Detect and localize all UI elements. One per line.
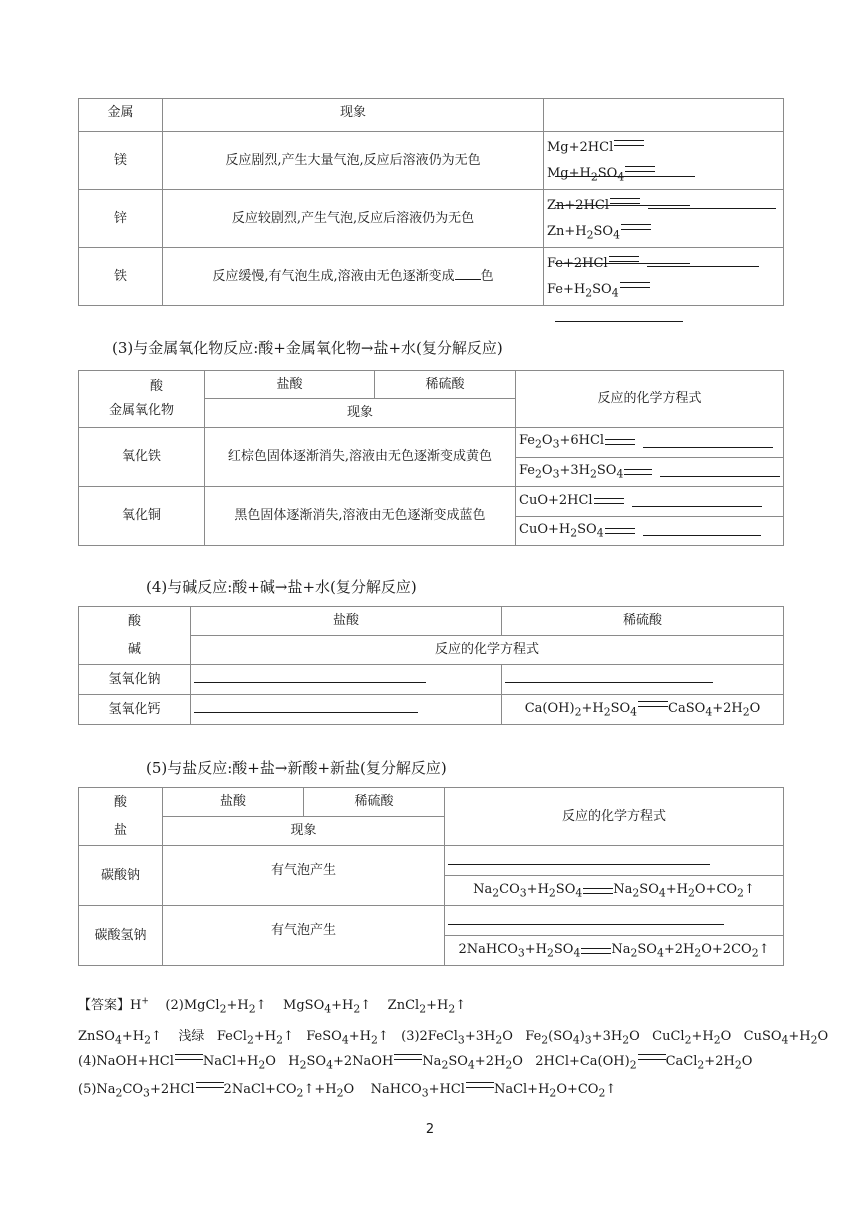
acid-label: 酸 [127,613,141,629]
metal-name: 铁 [79,248,163,306]
table-row [79,487,784,546]
table-row [79,695,784,725]
equals-arrow [620,282,650,288]
answer-line-3: (4)NaOH+HCl $NaCl+H_2O$ $H_2SO_4+2NaOH$ $Na_2SO_4+2H_2O$ $2HCl+Ca(OH)_2$ $CaCl_2+2H_2O$ [78,1054,753,1072]
answer-blank [448,863,710,865]
equation-text: Fe+2HCl [547,255,608,271]
answer-blank [194,681,426,683]
equation-text: Zn+2HCl [547,197,610,213]
phenomenon-cell: 黑色固体逐渐消失,溶液由无色逐渐变成蓝色 [205,487,516,546]
table-row [79,906,784,966]
phenomenon-cell: 反应较剧烈,产生气泡,反应后溶液仍为无色 [163,190,544,248]
acid-label: 酸 [113,794,127,810]
section-heading-4: (4)与碱反应:酸+碱→盐+水(复分解反应) [146,578,417,596]
answer-blank [448,923,724,925]
metal-reaction-table [78,98,784,306]
table-row [79,132,784,190]
answer-blank [194,711,418,713]
base-reaction-table [78,606,784,725]
salt-reaction-table [78,787,784,966]
salt-label: 盐 [113,822,127,838]
equals-arrow [614,140,644,146]
header-h2so4: 稀硫酸 [375,371,516,399]
phenomenon-cell: 有气泡产生 [163,846,445,906]
equation-cell: Zn+2HCl $Zn+H_2SO_4$ [544,190,784,248]
answer-blank [648,198,776,209]
phenomenon-cell: 反应剧烈,产生大量气泡,反应后溶液仍为无色 [163,132,544,190]
acid-label: 酸 [149,379,163,395]
header-metal: 金属 [79,99,163,132]
header-phenomenon: 现象 [163,99,544,132]
base-label: 碱 [127,641,141,657]
diagonal-header [79,788,163,846]
phenomenon-cell: 红棕色固体逐渐消失,溶液由无色逐渐变成黄色 [205,428,516,487]
metal-name: 镁 [79,132,163,190]
equation-cell: $2NaHCO_3+H_2SO_4$ $Na_2SO_4+2H_2O+2CO_2↑$ [445,906,784,966]
equation-cell: $Fe_2O_3+6HCl$ $Fe_2O_3+3H_2SO_4$ [516,428,784,487]
header-equation: 反应的化学方程式 [445,788,784,846]
metal-oxide-reaction-table [78,370,784,546]
base-name: 氢氧化钠 [79,665,191,695]
oxide-label: 金属氧化物 [108,403,174,418]
equals-arrow [625,166,655,172]
equation-cell [191,695,502,725]
header-phenomenon: 现象 [205,399,516,428]
header-phenomenon: 现象 [163,817,445,846]
header-h2so4: 稀硫酸 [304,788,445,817]
equals-arrow [621,224,651,230]
equation-cell: $Ca(OH)_2+H_2SO_4$ $CaSO_4+2H_2O$ [502,695,784,725]
header-equation: 反应的化学方程式 [191,636,784,665]
equals-arrow [609,256,639,262]
answer-blank [505,681,713,683]
table-row [79,190,784,248]
equals-arrow [624,469,652,475]
header-h2so4: 稀硫酸 [502,607,784,636]
oxide-name: 氧化铁 [79,428,205,487]
equals-arrow [605,439,635,445]
base-name: 氢氧化钙 [79,695,191,725]
equals-arrow [583,888,613,894]
answer-line-1: 【答案】H+ $(2)MgCl_2+H_2↑$ $MgSO_4+H_2↑$ $ZnCl_2+H_2↑$ [78,996,467,1016]
answer-blank [632,496,762,507]
diagonal-header [79,371,205,428]
equation-cell [191,665,502,695]
section-heading-5: (5)与盐反应:酸+盐→新酸+新盐(复分解反应) [146,759,447,777]
phenomenon-cell: 有气泡产生 [163,906,445,966]
table-row [79,428,784,487]
header-hcl: 盐酸 [163,788,304,817]
color-blank [455,269,481,280]
equals-arrow [581,948,611,954]
equation-text: Mg+2HCl [547,139,614,155]
equals-arrow [605,528,635,534]
answer-line-2: $ZnSO_4+H_2↑$ 浅绿 $FeCl_2+H_2↑$ $FeSO_4+H_2↑$ $(3)2FeCl_3+3H_2O$ $Fe_2(SO_4)_3+3H_2O$ $CuCl_2+H_2O$ $CuSO_4+H_2O$ [78,1029,829,1047]
answer-line-4: $(5)Na_2CO_3+2HCl$ $2NaCl+CO_2↑+H_2O$ NaHCO$_3$+HCl $NaCl+H_2O+CO_2↑$ [78,1082,617,1100]
header-hcl: 盐酸 [205,371,375,399]
equals-arrow [638,701,668,707]
equation-cell: $Na_2CO_3+H_2SO_4$ $Na_2SO_4+H_2O+CO_2↑$ [445,846,784,906]
phenomenon-cell: 反应缓慢,有气泡生成,溶液由无色逐渐变成 色 [163,248,544,306]
salt-name: 碳酸钠 [79,846,163,906]
table-row [79,248,784,306]
equation-cell: Mg+2HCl $Mg+H_2SO_4$ [544,132,784,190]
equation-cell: Fe+2HCl $Fe+H_2SO_4$ [544,248,784,306]
equals-arrow [610,198,640,204]
diagonal-header [79,607,191,665]
page-number: 2 [425,1122,435,1137]
table-row [79,846,784,906]
header-hcl: 盐酸 [191,607,502,636]
oxide-name: 氧化铜 [79,487,205,546]
answer-blank [555,311,683,322]
answer-blank [643,437,773,448]
equation-cell: CuO+2HCl $CuO+H_2SO_4$ [516,487,784,546]
metal-name: 锌 [79,190,163,248]
equation-cell [502,665,784,695]
answer-blank [647,256,759,267]
header-equation: 反应的化学方程式 [516,371,784,428]
header-empty [544,99,784,132]
section-heading-3: (3)与金属氧化物反应:酸+金属氧化物→盐+水(复分解反应) [112,339,503,357]
salt-name: 碳酸氢钠 [79,906,163,966]
equals-arrow [594,498,624,504]
table-row [79,665,784,695]
answer-label: 【答案】 [78,998,131,1013]
answer-blank [643,525,761,536]
answer-blank [660,466,780,477]
